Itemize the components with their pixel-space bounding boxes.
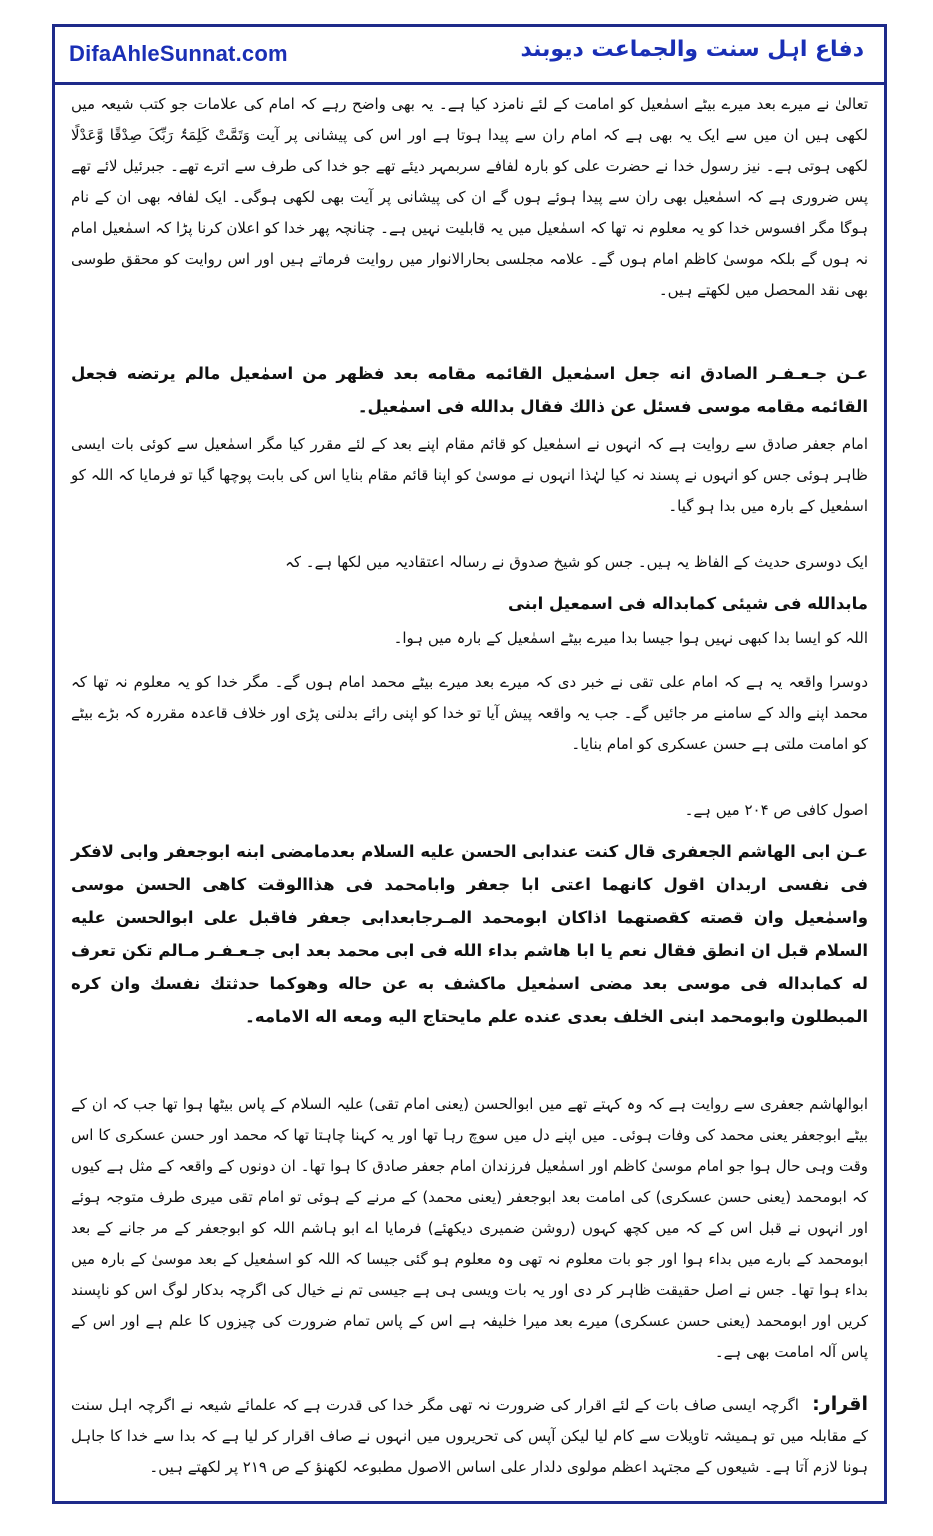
paragraph-3: ایک دوسری حدیث کے الفاظ یہ ہیں۔ جس کو شیخ صدوق نے رسالہ اعتقادیہ میں لکھا ہے۔ کہ	[285, 553, 868, 571]
site-link[interactable]: DifaAhleSunnat.com	[69, 41, 288, 66]
arabic-quote-3: عـن ابی الهاشم الجعفری قال کنت عندابی الحسن علیه السلام بعدمامضی ابنه ابوجعفر وابی لافکر فی نفسی اربدان اقول کانهما اعتی ابا جعفر وابامحمد فی هذاالوقت کاهی الحسن موسی واسمٰعیل وان قصته کقصتهما اذاکان ابومحمد المـرجابعدابی جعفر فاقبل علی ابوالحسن علیه السلام قبل ان انطق فقال نعم یا ابا هاشم بداء الله فی ابی محمد بعد ابی جـعـفـر مـالم تکن تعرف له کمابداله فی موسی بعد مضی اسمٰعیل ماکشف به عن حاله وهوکما حدثتك نفسك وان کره المبطلون وابومحمد ابنی الخلف بعدی عنده علم مایحتاج الیه ومعه اله الامامه۔	[71, 842, 868, 1026]
paragraph-6: اصول کافی ص ۲۰۴ میں ہے۔	[684, 801, 868, 819]
header	[55, 27, 884, 85]
paragraph-1: تعالیٰ نے میرے بعد میرے بیٹے اسمٰعیل کو امامت کے لئے نامزد کیا ہے۔ یہ بھی واضح رہے کہ امام کی علامات جو کتب شیعہ میں لکھی ہیں ان میں سے ایک یہ بھی ہے کہ امام ران سے پیدا ہوتا ہے اور اس کی پیشانی پر آیت وَتَمَّتْ کَلِمَۃُ رَبِّکَ صِدْقًا وَّعَدْلًا لکھی ہوتی ہے۔ نیز رسول خدا نے حضرت علی کو بارہ لفافے سربمہر دیئے تھے جو خدا کی طرف سے اترے تھے۔ جبرئیل لائے تھے پس ضروری ہے کہ اسمٰعیل بھی ران سے پیدا ہوئے ہوں گے ان کی پیشانی پر آیت بھی لکھی ہوگی۔ ایک لفافہ بھی ان کے نام ہوگا مگر افسوس خدا کو یہ معلوم نہ تھا کہ اسمٰعیل میں یہ قابلیت نہیں ہے۔ چنانچہ پھر خدا کو اعلان کرنا پڑا کہ اسمٰعیل امام نہ ہوں گے بلکہ موسیٰ کاظم امام ہوں گے۔ علامہ مجلسی بحارالانوار میں روایت فرماتے ہیں اور اس روایت کو محقق طوسی بھی نقد المحصل میں لکھتے ہیں۔	[71, 95, 868, 299]
paragraph-8	[71, 1389, 868, 1483]
arabic-quote-1: عـن جـعـفـر الصادق انه جعل اسمٰعیل القائمه مقامه بعد فظهر من اسمٰعیل مالم یرتضه فجعل القائمه مقامه موسی فسئل عن ذالك فقال بدالله فی اسمٰعیل۔	[71, 364, 868, 416]
paragraph-2: امام جعفر صادق سے روایت ہے کہ انہوں نے اسمٰعیل کو قائم مقام اپنے بعد کے لئے مقرر کیا مگر اسمٰعیل سے کوئی بات ایسی ظاہر ہوئی جس کو انہوں نے پسند نہ کیا لہٰذا انہوں نے موسیٰ کو اپنا قائم مقام بنایا اس کی بابت پوچھا گیا تو فرمایا کہ اللہ کو اسمٰعیل کے بارہ میں بدا ہو گیا۔	[71, 435, 868, 515]
paragraph-7: ابوالهاشم جعفری سے روایت ہے کہ وہ کہتے تھے میں ابوالحسن (یعنی امام تقی) علیہ السلام کے پاس بیٹھا ہوا تھا جب کہ ان کے بیٹے ابوجعفر یعنی محمد کی وفات ہوئی۔ میں اپنے دل میں سوچ رہا تھا اور یہ کہنا چاہتا تھا کہ محمد اور حسن عسکری کا اس وقت وہی حال ہوا جو امام موسیٰ کاظم اور اسمٰعیل فرزندان امام جعفر صادق کا ہوا تھا۔ ان دونوں کے واقعہ کے مثل ہے کیوں کہ ابومحمد (یعنی حسن عسکری) کی امامت بعد ابوجعفر (یعنی محمد) کے مرنے کے ہوئی تو امام تقی میری طرف متوجہ ہوئے اور انہوں نے قبل اس کے کہ میں کچھ کہوں (روشن ضمیری دیکھئے) فرمایا اے ابو ہاشم اللہ کو ابوجعفر کے مر جانے کے بعد ابومحمد کے بارے میں بداء ہوا اور جو بات معلوم نہ تھی وہ معلوم ہو گئی جیسا کہ اللہ کو اسمٰعیل کے بعد موسیٰ کے بارہ میں بداء ہوا تھا۔ جس نے اصل حقیقت ظاہر کر دی اور یہ بات ویسی ہی ہے جیسی تم نے خیال کی اگرچہ بدکار لوگ اس کو ناپسند کریں اور ابومحمد (یعنی حسن عسکری) میرے بعد میرا خلیفہ ہے اس کے پاس تمام ضرورت کی چیزوں کا علم ہے اور اس کے پاس آلہ امامت بھی ہے۔	[71, 1095, 868, 1361]
iqrar-label: اقرار:	[812, 1393, 868, 1415]
arabic-quote-2: مابدالله فی شیئی کمابداله فی اسمعیل ابنی	[507, 594, 868, 613]
paragraph-4: اللہ کو ایسا بدا کبھی نہیں ہوا جیسا بدا میرے بیٹے اسمٰعیل کے بارہ میں ہوا۔	[393, 629, 868, 647]
iqrar-text: اگرچہ ایسی صاف بات کے لئے اقرار کی ضرورت نہ تھی مگر خدا کی قدرت ہے کہ علمائے شیعہ نے اگرچہ اہل سنت کے مقابلہ میں تو ہمیشہ تاویلات سے کام لیا لیکن آپس کی تحریروں میں انہوں نے صاف اقرار کر لیا ہے کہ بدا سے خدا کا جاہل ہونا لازم آتا ہے۔ شیعوں کے مجتہد اعظم مولوی دلدار علی اساس الاصول مطبوعہ لکھنؤ کے ص ۲۱۹ پر لکھتے ہیں۔	[71, 1396, 868, 1476]
page-frame	[52, 24, 887, 1504]
brand-title: دفاع اہل سنت والجماعت دیوبند	[520, 37, 864, 62]
article-body	[71, 89, 868, 1491]
paragraph-5: دوسرا واقعہ یہ ہے کہ امام علی تقی نے خبر دی کہ میرے بعد میرے بیٹے محمد امام ہوں گے۔ مگر خدا کو یہ معلوم نہ تھا کہ محمد اپنے والد کے سامنے مر جائیں گے۔ جب یہ واقعہ پیش آیا تو خدا کو اپنی رائے بدلنی پڑی اور خلاف قاعدہ مقررہ کہ بڑے بیٹے کو امامت ملتی ہے حسن عسکری کو امام بنایا۔	[71, 673, 868, 753]
